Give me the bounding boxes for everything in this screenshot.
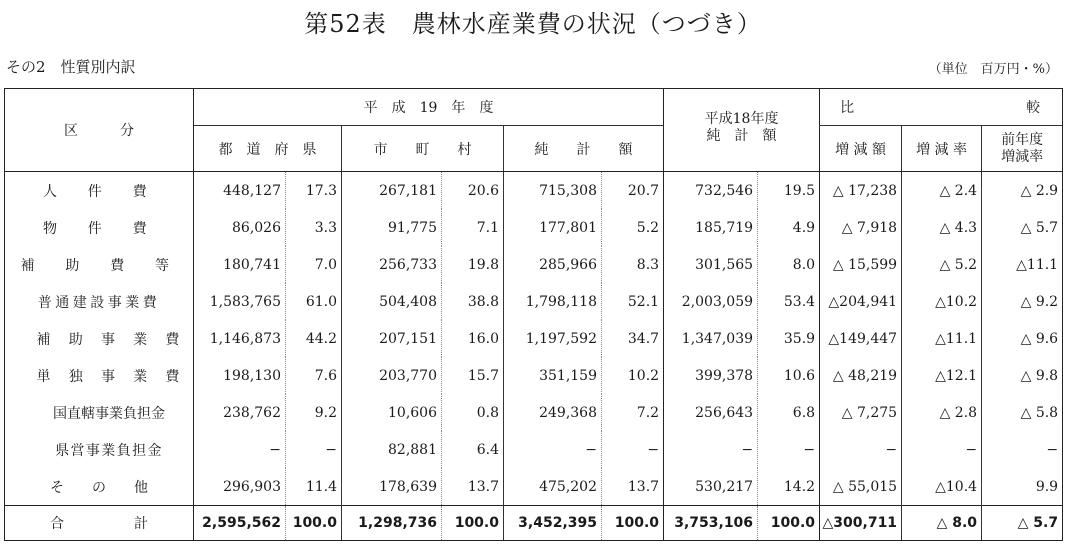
cell-prev-rate: △ 9.2 <box>982 283 1063 320</box>
cell-prev-rate: △ 9.8 <box>982 357 1063 394</box>
cell-city-amount: 504,408 <box>342 283 442 320</box>
cell-pref-amount: 86,026 <box>232 219 281 236</box>
header-fy19: 平 成 19 年 度 <box>194 89 664 126</box>
cell-city-amount: 267,181 <box>342 172 442 210</box>
cell-pref-ratio: − <box>286 431 342 468</box>
cell-pref-amount: − <box>269 441 281 458</box>
cell-net-amount: 285,966 <box>504 246 602 283</box>
header-compare-left: 比 <box>840 100 855 116</box>
cell-city-ratio: 38.8 <box>442 283 504 320</box>
cell-fy18-ratio: 19.5 <box>758 172 820 210</box>
cell-city-ratio: 6.4 <box>442 431 504 468</box>
cell-city-amount: 178,639 <box>342 468 442 506</box>
table-title: 第52表 農林水産業費の状況（つづき） <box>304 10 762 38</box>
unit-note: （単位 百万円・%） <box>928 62 1058 77</box>
cell-change-rate: △10.2 <box>902 283 982 320</box>
table-row <box>5 209 1063 246</box>
row-label: 国直轄事業負担金 <box>5 394 194 431</box>
header-kubun: 区 分 <box>5 89 194 172</box>
cell-change-amount: △ 17,238 <box>820 172 902 210</box>
cell-pref-ratio: 44.2 <box>286 320 342 357</box>
total-change-amount: △300,711 <box>820 506 902 541</box>
cell-fy18-ratio: 53.4 <box>758 283 820 320</box>
table-row <box>5 283 1063 320</box>
cell-fy18-amount: − <box>664 431 758 468</box>
cell-net-ratio: 8.3 <box>602 246 664 283</box>
cell-fy18-amount: 301,565 <box>664 246 758 283</box>
cell-pref-ratio: 17.3 <box>286 172 342 210</box>
cell-pref-ratio: 9.2 <box>286 394 342 431</box>
cell-pref-ratio: 7.0 <box>286 246 342 283</box>
expenditure-table <box>4 88 1063 541</box>
cell-fy18-ratio: 35.9 <box>758 320 820 357</box>
cell-net-amount: 715,308 <box>504 172 602 210</box>
header-fy18: 平成18年度 純 計 額 <box>664 89 820 172</box>
cell-net-amount: − <box>504 431 602 468</box>
cell-change-amount: △149,447 <box>820 320 902 357</box>
total-net-amount: 3,452,395 <box>504 506 602 541</box>
table-row <box>5 320 1063 357</box>
cell-city-amount: 91,775 <box>342 209 442 246</box>
total-fy18-amount: 3,753,106 <box>664 506 758 541</box>
table-row <box>5 357 1063 394</box>
cell-change-rate: △ 4.3 <box>902 209 982 246</box>
cell-prev-rate: △ 5.8 <box>982 394 1063 431</box>
cell-pref-amount: 238,762 <box>223 404 281 421</box>
cell-net-ratio: 10.2 <box>602 357 664 394</box>
row-label: 物 件 費 <box>5 209 194 246</box>
cell-city-ratio: 7.1 <box>442 209 504 246</box>
total-row <box>5 506 1063 541</box>
cell-fy18-amount: 256,643 <box>664 394 758 431</box>
header-change-rate: 増 減 率 <box>902 126 982 172</box>
row-label: 補 助 費 等 <box>5 246 194 283</box>
cell-change-amount: △ 7,275 <box>820 394 902 431</box>
cell-fy18-ratio: 4.9 <box>758 209 820 246</box>
cell-fy18-ratio: 8.0 <box>758 246 820 283</box>
total-city-ratio: 100.0 <box>442 506 504 541</box>
header-prev-rate: 前年度 増減率 <box>982 126 1063 172</box>
cell-change-amount: △204,941 <box>820 283 902 320</box>
cell-net-ratio: 13.7 <box>602 468 664 506</box>
cell-fy18-amount: 1,347,039 <box>664 320 758 357</box>
table-row <box>5 172 1063 210</box>
cell-net-amount: 249,368 <box>504 394 602 431</box>
cell-prev-rate: △11.1 <box>982 246 1063 283</box>
cell-city-ratio: 16.0 <box>442 320 504 357</box>
cell-city-ratio: 19.8 <box>442 246 504 283</box>
total-change-rate: △ 8.0 <box>902 506 982 541</box>
row-label: 人 件 費 <box>5 172 194 210</box>
cell-net-ratio: − <box>602 431 664 468</box>
cell-city-amount: 82,881 <box>342 431 442 468</box>
cell-change-amount: − <box>820 431 902 468</box>
cell-fy18-amount: 2,003,059 <box>664 283 758 320</box>
cell-pref-ratio: 3.3 <box>286 209 342 246</box>
cell-net-ratio: 20.7 <box>602 172 664 210</box>
cell-city-ratio: 15.7 <box>442 357 504 394</box>
table-row <box>5 246 1063 283</box>
total-net-ratio: 100.0 <box>602 506 664 541</box>
cell-city-amount: 203,770 <box>342 357 442 394</box>
cell-fy18-amount: 185,719 <box>664 209 758 246</box>
cell-prev-rate: 9.9 <box>982 468 1063 506</box>
cell-change-rate: △12.1 <box>902 357 982 394</box>
cell-city-ratio: 0.8 <box>442 394 504 431</box>
cell-pref-ratio: 7.6 <box>286 357 342 394</box>
total-fy18-ratio: 100.0 <box>758 506 820 541</box>
cell-fy18-ratio: 10.6 <box>758 357 820 394</box>
cell-fy18-ratio: − <box>758 431 820 468</box>
total-prev-rate: △ 5.7 <box>982 506 1063 541</box>
cell-change-amount: △ 7,918 <box>820 209 902 246</box>
cell-net-ratio: 7.2 <box>602 394 664 431</box>
header-change-amount: 増 減 額 <box>820 126 902 172</box>
cell-pref-amount: 180,741 <box>223 256 281 273</box>
cell-change-rate: △10.4 <box>902 468 982 506</box>
cell-pref-ratio: 61.0 <box>286 283 342 320</box>
cell-net-ratio: 34.7 <box>602 320 664 357</box>
row-label: 補 助 事 業 費 <box>5 320 194 357</box>
cell-net-amount: 475,202 <box>504 468 602 506</box>
cell-prev-rate: △ 5.7 <box>982 209 1063 246</box>
header-net-total: 純 計 額 <box>504 126 664 172</box>
row-label: 普通建設事業費 <box>5 283 194 320</box>
cell-change-amount: △ 48,219 <box>820 357 902 394</box>
cell-fy18-amount: 530,217 <box>664 468 758 506</box>
cell-net-ratio: 5.2 <box>602 209 664 246</box>
cell-city-amount: 256,733 <box>342 246 442 283</box>
cell-pref-ratio: 11.4 <box>286 468 342 506</box>
table-row <box>5 431 1063 468</box>
table-body <box>5 89 1063 541</box>
header-compare-right: 較 <box>1026 100 1041 116</box>
table-subtitle: その2 性質別内訳 <box>6 58 136 76</box>
cell-change-rate: − <box>902 431 982 468</box>
total-pref-ratio: 100.0 <box>286 506 342 541</box>
table-row <box>5 394 1063 431</box>
cell-change-rate: △ 2.4 <box>902 172 982 210</box>
cell-fy18-amount: 732,546 <box>664 172 758 210</box>
cell-prev-rate: − <box>982 431 1063 468</box>
row-label: 単 独 事 業 費 <box>5 357 194 394</box>
cell-city-amount: 207,151 <box>342 320 442 357</box>
cell-pref-amount: 198,130 <box>223 367 281 384</box>
row-label: 県営事業負担金 <box>5 431 194 468</box>
total-label: 合 計 <box>5 506 194 541</box>
cell-pref-amount: 448,127 <box>223 182 281 199</box>
cell-pref-amount: 1,146,873 <box>209 330 281 347</box>
cell-prev-rate: △ 9.6 <box>982 320 1063 357</box>
cell-fy18-ratio: 14.2 <box>758 468 820 506</box>
cell-change-amount: △ 55,015 <box>820 468 902 506</box>
cell-net-amount: 1,197,592 <box>504 320 602 357</box>
table-row <box>5 468 1063 506</box>
cell-change-amount: △ 15,599 <box>820 246 902 283</box>
row-label: そ の 他 <box>5 468 194 506</box>
cell-fy18-ratio: 6.8 <box>758 394 820 431</box>
cell-change-rate: △ 2.8 <box>902 394 982 431</box>
cell-pref-amount: 296,903 <box>223 478 281 495</box>
header-compare <box>820 89 1063 126</box>
cell-change-rate: △ 5.2 <box>902 246 982 283</box>
cell-fy18-amount: 399,378 <box>664 357 758 394</box>
cell-pref-amount: 1,583,765 <box>209 293 281 310</box>
cell-net-amount: 351,159 <box>504 357 602 394</box>
header-prefecture: 都 道 府 県 <box>194 126 342 172</box>
cell-city-ratio: 20.6 <box>442 172 504 210</box>
cell-city-amount: 10,606 <box>342 394 442 431</box>
cell-net-amount: 177,801 <box>504 209 602 246</box>
cell-prev-rate: △ 2.9 <box>982 172 1063 210</box>
total-city-amount: 1,298,736 <box>342 506 442 541</box>
cell-city-ratio: 13.7 <box>442 468 504 506</box>
cell-net-ratio: 52.1 <box>602 283 664 320</box>
header-municipality: 市 町 村 <box>342 126 504 172</box>
cell-net-amount: 1,798,118 <box>504 283 602 320</box>
total-pref-amount: 2,595,562 <box>194 506 286 541</box>
cell-change-rate: △11.1 <box>902 320 982 357</box>
